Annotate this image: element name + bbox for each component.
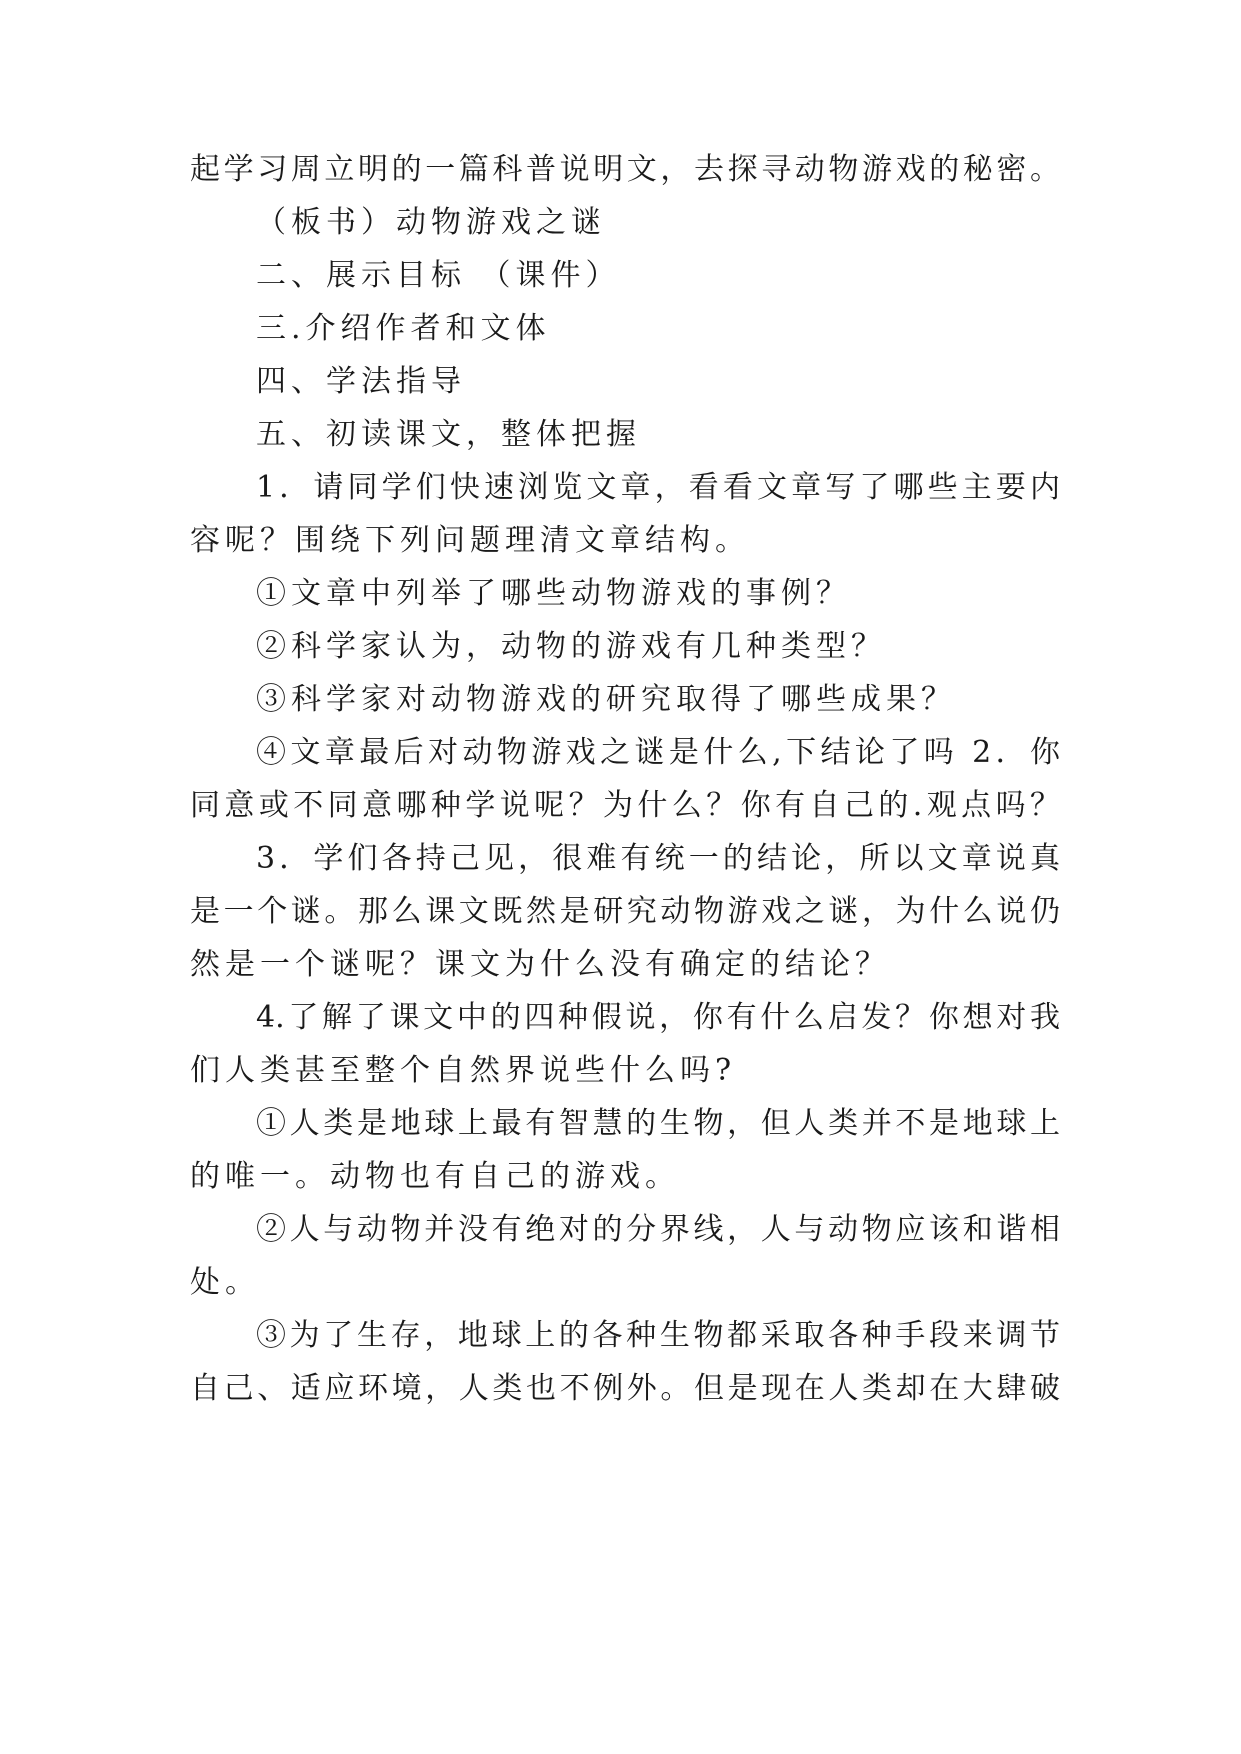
text-line: 们人类甚至整个自然界说些什么吗? — [190, 1053, 737, 1088]
text-line: 自己、适应环境，人类也不例外。但是现在人类却在大肆破 — [190, 1371, 1060, 1406]
text-line: 3．学们各持己见，很难有统一的结论，所以文章说真 — [256, 841, 1060, 876]
text-line: 五、初读课文，整体把握 — [256, 417, 641, 452]
text-line: ②人与动物并没有绝对的分界线，人与动物应该和谐相 — [256, 1212, 1060, 1247]
text-line: （板书）动物游戏之谜 — [256, 205, 606, 240]
text-line: ①人类是地球上最有智慧的生物，但人类并不是地球上 — [256, 1106, 1060, 1141]
text-line: 起学习周立明的一篇科普说明文，去探寻动物游戏的秘密。 — [190, 152, 1060, 187]
text-line: 是一个谜。那么课文既然是研究动物游戏之谜，为什么说仍 — [190, 894, 1060, 929]
text-line: ③科学家对动物游戏的研究取得了哪些成果？ — [256, 682, 956, 717]
text-line: 处。 — [190, 1265, 260, 1300]
text-line: 二、展示目标 （课件） — [256, 258, 621, 293]
text-line: 容呢？围绕下列问题理清文章结构。 — [190, 523, 750, 558]
text-line: 1．请同学们快速浏览文章，看看文章写了哪些主要内 — [256, 470, 1060, 505]
text-line: 4.了解了课文中的四种假说，你有什么启发？你想对我 — [256, 1000, 1060, 1035]
text-line: 同意或不同意哪种学说呢？为什么？你有自己的.观点吗？ — [190, 788, 1060, 823]
text-line: ②科学家认为，动物的游戏有几种类型？ — [256, 629, 886, 664]
text-line: 的唯一。动物也有自己的游戏。 — [190, 1159, 680, 1194]
text-line: 四、学法指导 — [256, 364, 466, 399]
text-line: ①文章中列举了哪些动物游戏的事例？ — [256, 576, 851, 611]
text-line: 然是一个谜呢？课文为什么没有确定的结论？ — [190, 947, 890, 982]
text-line: ③为了生存，地球上的各种生物都采取各种手段来调节 — [256, 1318, 1060, 1353]
text-line: ④文章最后对动物游戏之谜是什么,下结论了吗 2．你 — [256, 735, 1060, 770]
text-line: 三.介绍作者和文体 — [256, 311, 551, 346]
